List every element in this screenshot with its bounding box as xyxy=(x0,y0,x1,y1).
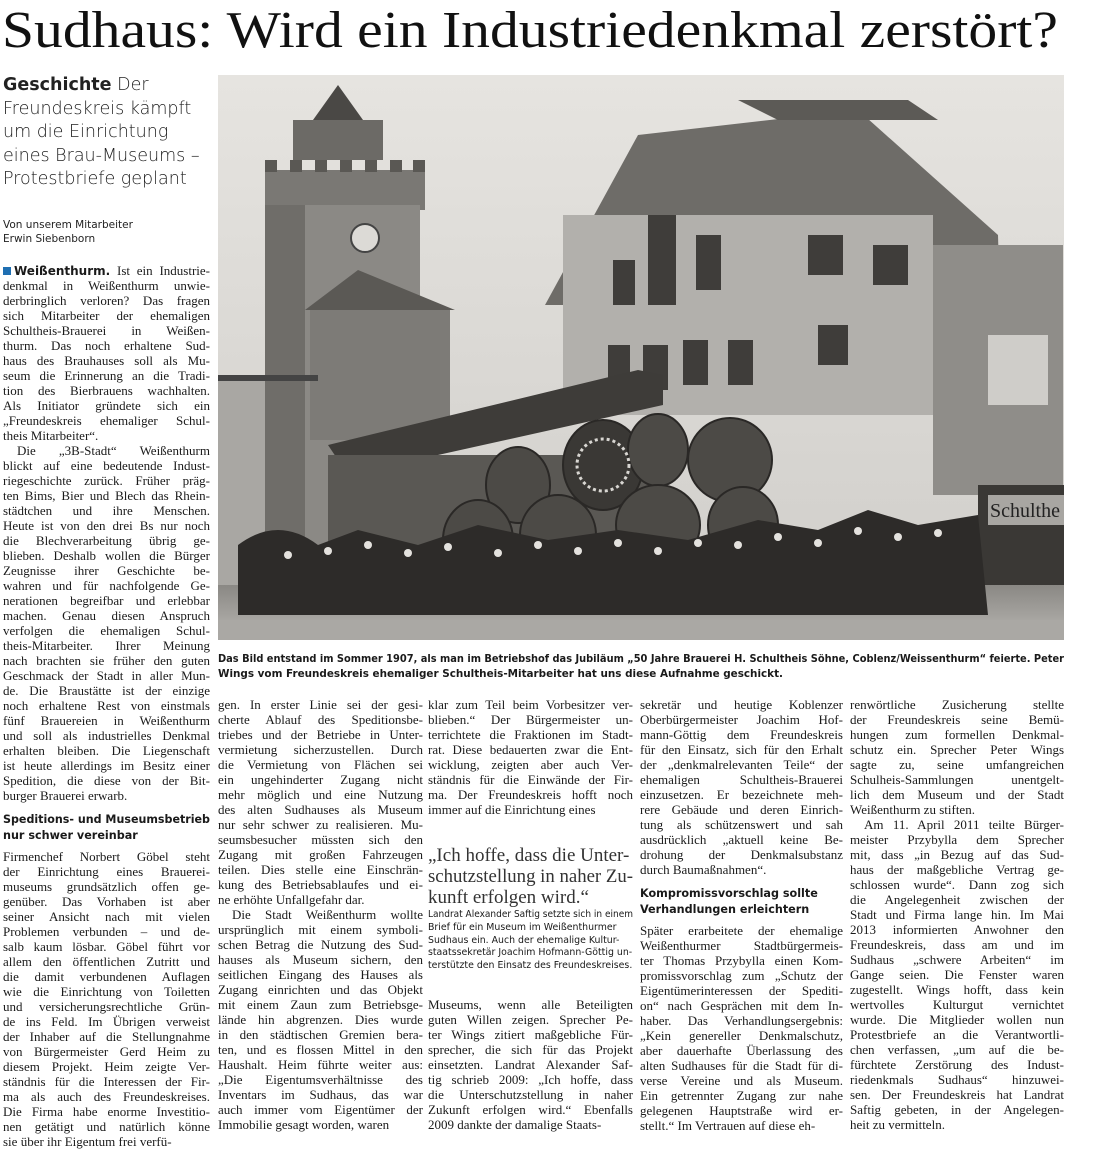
text-line: allem den öffentlichen Zutritt und xyxy=(3,954,210,969)
text-line: sich Mitarbeiter der ehemaligen xyxy=(3,308,210,323)
article-column xyxy=(640,697,843,1133)
text-line: 2013 informierten Anwohner den xyxy=(850,922,1064,937)
text-line: lände hin abgrenzen. Dies wurde xyxy=(218,1012,423,1027)
text-line: Problemen verbunden – und de- xyxy=(3,924,210,939)
text-line: haus des Brauhauses soll als Mu- xyxy=(3,353,210,368)
article-column xyxy=(428,697,633,1132)
text-line: Zeugnisse ihrer Geschichte be- xyxy=(3,563,210,578)
text-line: salb kaum lösbar. Göbel führt vor xyxy=(3,939,210,954)
text-line: haus der maßgebliche Vertrag ge- xyxy=(850,862,1064,877)
text-line: on“ nach Gesprächen mit dem In- xyxy=(640,998,843,1013)
paragraph xyxy=(428,697,633,817)
text-line: der Einrichtung eines Brauerei- xyxy=(3,864,210,879)
text-line: nen getätigt und natürlich könne xyxy=(3,1119,210,1134)
text-line: derbringlich verloren? Das fragen xyxy=(3,293,210,308)
text-line: verse Vereine und als Museum. xyxy=(640,1073,843,1088)
text-line: fünf Brauereien in Weißenthurm xyxy=(3,713,210,728)
text-line: schen Betrag die Nutzung des Sud- xyxy=(218,937,423,952)
text-line: hauses als Museum sichern, den xyxy=(218,952,423,967)
text-line: terrichtete die Fraktionen im Stadt- xyxy=(428,727,633,742)
text-line: Heute ist von den drei Bs nur noch xyxy=(3,518,210,533)
text-line: Zukunft erfolgen wird.“ Ebenfalls xyxy=(428,1101,633,1117)
text-line: die damit verbundenen Auflagen xyxy=(3,969,210,984)
text-line: ne erhöhte Unfallgefahr dar. xyxy=(218,892,365,907)
text-line: durch Baumaßnahmen“. xyxy=(640,862,767,877)
text-line: Landrat Alexander Saftig setzte sich in einem xyxy=(428,909,633,920)
text-line: Die Stadt Weißenthurm wollte xyxy=(232,907,423,922)
text-line: zugestellt. Wings hofft, dass kein xyxy=(850,982,1064,997)
text-line: machen. Genau diesen Anspruch xyxy=(3,608,210,623)
text-line: burger Brauerei erwarb. xyxy=(3,788,128,803)
text-line: Sudhaus ein. Auch der ehemalige Kultur- xyxy=(428,934,620,946)
text-line: ehemaligen Schultheis-Brauerei xyxy=(640,772,843,787)
text-line: schutzstellung in naher Zu- xyxy=(428,866,633,887)
text-line: erhalten bleiben. Die Liegenschaft xyxy=(3,743,210,758)
text-line: ten, und es flossen Mittel in den xyxy=(218,1042,423,1057)
text-line: Museums, wenn alle Beteiligten xyxy=(428,996,633,1012)
text-line: Weißenthurm zu stiften. xyxy=(850,802,975,817)
paragraph xyxy=(428,997,633,1132)
text-line: denkmal in Weißenthurm unwie- xyxy=(3,278,210,293)
text-line: und versicherungsrechtliche Grün- xyxy=(3,999,210,1014)
section-subheading xyxy=(3,812,210,844)
text-line: kunft erfolgen wird.“ xyxy=(428,887,589,908)
paragraph xyxy=(218,697,423,907)
text-line: renwörtliche Zusicherung stellte xyxy=(850,697,1064,712)
text-line: von Bürgermeister Gerd Heim zu xyxy=(3,1044,210,1059)
article-column xyxy=(218,697,423,1132)
text-line: lich dem Museum und der Stadt xyxy=(850,787,1064,802)
text-line: Geschmack der Stadt in aller Mun- xyxy=(3,668,210,683)
text-line: museums grundsätzlich offen ge- xyxy=(3,879,210,894)
text-line: aber dauerhafte Überlassung des xyxy=(640,1043,843,1058)
text-line: genüber. Das Vorhaben ist aber xyxy=(3,894,210,909)
text-line: ausdrücklich „aktuell keine Be- xyxy=(640,832,843,847)
text-line: promissvorschlag zum „Schutz der xyxy=(640,968,843,983)
text-line: sie über ihr Eigentum frei verfü- xyxy=(3,1134,172,1149)
paragraph xyxy=(640,697,843,877)
subtitle-text: Der Freundeskreis kämpft um die Einrichtung eines Brau-Museums – Protestbriefe geplant xyxy=(3,75,200,189)
text-line: klar zum Teil beim Vorbesitzer ver- xyxy=(428,697,633,712)
text-line: Sudhaus „schwere Arbeiten“ im xyxy=(850,952,1064,967)
text-line: ständnis für die Interessen der Fir- xyxy=(3,1074,210,1089)
caption-line: Das Bild entstand im Sommer 1907, als man im Betriebshof das Jubiläum „50 Jahre Brauerei H. Schultheis Söhne, Coblenz/Weissenthurm“ feierte. Peter xyxy=(218,653,1064,665)
text-line: Speditions- und Museumsbetrieb xyxy=(3,813,210,826)
text-line: ma. Der Freundeskreis hofft noch xyxy=(428,787,633,802)
text-line: Als Initiator gründete sich ein xyxy=(3,398,210,413)
text-line: drohung der Denkmalsubstanz xyxy=(640,847,843,862)
subtitle xyxy=(3,74,213,192)
text-line: alten Sudhauses für die Stadt für di- xyxy=(640,1058,843,1073)
text-line: die Angelegenheit zwischen der xyxy=(850,892,1064,907)
text-line: Brief für ein Museum im Weißenthurmer xyxy=(428,921,617,933)
text-line: „Die Eigentumsverhältnisse des xyxy=(218,1072,423,1087)
text-line: de. Die Braustätte ist der einzige xyxy=(3,683,210,698)
text-line: mehr möglich und eine Nutzung xyxy=(218,787,423,802)
text-line: Gange seien. Die Fenster waren xyxy=(850,967,1064,982)
text-line: Ein getrennter Zugang zur nahe xyxy=(640,1088,843,1103)
text-line: 2009 dankte der damalige Staats- xyxy=(428,1116,602,1132)
text-line: rere Gebäude und deren Einrich- xyxy=(640,802,843,817)
text-line: wertvolles Kulturgut vernichtet xyxy=(850,997,1064,1012)
text-line: Eigentümerinteressen der Spediti- xyxy=(640,983,843,998)
text-line: gen. In erster Linie sei der gesi- xyxy=(218,697,423,712)
paragraph xyxy=(218,907,423,1132)
text-line: Die Firma habe enorme Investitio- xyxy=(3,1104,210,1119)
truck-sign: Schulthe xyxy=(990,500,1060,522)
text-line: Am 11. April 2011 teilte Bürger- xyxy=(864,817,1064,832)
text-line: seitlichen Eingang des Hauses als xyxy=(218,967,423,982)
text-line: mann-Göttig dem Freundeskreis xyxy=(640,727,843,742)
text-line: stellt.“ Im Vertrauen auf diese eh- xyxy=(640,1118,816,1133)
text-line: „Freundeskreis ehemaliger Schul- xyxy=(3,413,210,428)
article-column xyxy=(3,263,210,1149)
text-line: Saftig gebeten, in der Angelegen- xyxy=(850,1102,1064,1117)
text-line: Später erarbeitete der ehemalige xyxy=(640,923,843,938)
text-line: fürchtete Zerstörung des Indust- xyxy=(850,1057,1064,1072)
text-line: Stadt und Firma lange hin. Im Mai xyxy=(850,907,1064,922)
text-line: Immobilie gesagt worden, waren xyxy=(218,1117,390,1132)
text-line: nach brachten sie früher den guten xyxy=(3,653,210,668)
text-line: ständnis für die Einwände der Fir- xyxy=(428,772,633,787)
text-line: chen verfassen, „um auf die be- xyxy=(850,1042,1064,1057)
text-line: auch immer vom Eigentümer der xyxy=(218,1102,423,1117)
text-line: Firmenchef Norbert Göbel steht xyxy=(3,849,210,864)
text-line: de ins Feld. Im Übrigen verweist xyxy=(3,1014,210,1029)
author-name: Erwin Siebenborn xyxy=(3,233,96,245)
text-line: die Vermietung von Flächen sei xyxy=(218,757,423,772)
text-line: sen. Der Freundeskreis hat Landrat xyxy=(850,1087,1064,1102)
text-line: sekretär und heutige Koblenzer xyxy=(640,697,843,712)
text-line: tion des Bierbrauens wachhalten. xyxy=(3,383,210,398)
text-line: wie die Einrichtung von Toiletten xyxy=(3,984,210,999)
caption-line: Wings vom Freundeskreis ehemaliger Schultheis-Mitarbeiter hat uns diese Aufnahme geschickt. xyxy=(218,668,784,680)
section-marker-icon xyxy=(3,267,11,275)
text-line: Inventars im Sudhaus, das war xyxy=(218,1087,423,1102)
text-line: ist heute allerdings im Besitz einer xyxy=(3,758,210,773)
text-line: theis-Mitarbeiter. Ihrer Meinung xyxy=(3,638,210,653)
paragraph xyxy=(850,697,1064,817)
text-line: ursprünglich mit einem symboli- xyxy=(218,922,423,937)
text-line: blickt auf eine bedeutende Indust- xyxy=(3,458,210,473)
text-line: verfolgen die ehemaligen Schul- xyxy=(3,623,210,638)
text-line: und soll als industrielles Denkmal xyxy=(3,728,210,743)
text-line: städtchen und ihre Menschen. xyxy=(3,503,210,518)
text-line: Haushalt. Heim führte weiter aus: xyxy=(218,1057,423,1072)
text-line: nur sehr schwer zu realisieren. Mu- xyxy=(218,817,423,832)
text-line: triebes und der Betriebe in Unter- xyxy=(218,727,423,742)
text-line: Weißenthurm. Ist ein Industrie- xyxy=(3,263,210,278)
text-line: mit einem Zaun zum Betriebsge- xyxy=(218,997,423,1012)
text-line: gelegenen Hauptstraße wird er- xyxy=(640,1103,843,1118)
text-line: „Ich hoffe, dass die Unter- xyxy=(428,845,630,866)
text-line: immer auf die Einrichtung eines xyxy=(428,802,596,817)
text-line: Weißenthurmer Stadtbürgermeis- xyxy=(640,938,843,953)
text-line: tig schrieb 2009: „Ich hoffe, dass xyxy=(428,1071,633,1087)
text-line: der „denkmalrelevanten Teile“ der xyxy=(640,757,843,772)
text-line: haber. Das Verhandlungsergebnis: xyxy=(640,1013,843,1028)
text-line: Die „3B-Stadt“ Weißenthurm xyxy=(17,443,210,458)
kicker: Geschichte xyxy=(3,75,112,95)
text-line: blieben.“ Der Bürgermeister un- xyxy=(428,712,633,727)
paragraph xyxy=(850,817,1064,1132)
paragraph xyxy=(3,263,210,443)
text-line: einzusetzen. Er bezeichnete meh- xyxy=(640,787,843,802)
text-line: der Inhaber auf die Stellungnahme xyxy=(3,1029,210,1044)
text-line: blieben. Deshalb wollen die Bürger xyxy=(3,548,210,563)
text-line: tung als schützenswert und sah xyxy=(640,817,843,832)
text-line: ter Wings zitiert maßgebliche Für- xyxy=(428,1026,633,1042)
text-line: ten Bims, Bier und Blech das Rhein- xyxy=(3,488,210,503)
paragraph xyxy=(3,849,210,1149)
text-line: rat. Diese bedauerten zwar die Ent- xyxy=(428,742,633,757)
text-line: meister Przybylla dem Sprecher xyxy=(850,832,1064,847)
text-line: ein ungehinderter Zugang nicht xyxy=(218,772,423,787)
text-line: des alten Sudhauses als Museum xyxy=(218,802,423,817)
text-line: Zugang mit großen Fahrzeugen xyxy=(218,847,423,862)
text-line: „Kein genereller Denkmalschutz, xyxy=(640,1028,843,1043)
text-line: schutz ein. Sprecher Peter Wings xyxy=(850,742,1064,757)
text-line: noch erhaltene Rest von einstmals xyxy=(3,698,210,713)
text-line: ma als auch des Freundeskreises. xyxy=(3,1089,210,1104)
text-line: hungen zum formellen Denkmal- xyxy=(850,727,1064,742)
text-line: teilen. Dies stelle eine Einschrän- xyxy=(218,862,423,877)
text-line: vermietung sicherzustellen. Durch xyxy=(218,742,423,757)
pull-quote-attribution xyxy=(428,909,633,973)
text-line: theis Mitarbeiter“. xyxy=(3,428,99,443)
byline-line: Von unserem Mitarbeiter xyxy=(3,219,133,231)
text-line: riedenkmals Sudhaus“ hinzuwei- xyxy=(850,1072,1064,1087)
text-line: cherte Ablauf des Speditionsbe- xyxy=(218,712,423,727)
text-line: Zugang einrichten und das Objekt xyxy=(218,982,423,997)
byline xyxy=(3,218,213,246)
text-line: mit, dass „in Bezug auf das Sud- xyxy=(850,847,1064,862)
paragraph xyxy=(3,443,210,803)
text-line: sagte zu, seine umfangreichen xyxy=(850,757,1064,772)
text-line: Spedition, die diese von der Bit- xyxy=(3,773,210,788)
text-line: thurm. Das noch erhaltene Sud- xyxy=(3,338,210,353)
text-line: Kompromissvorschlag sollte xyxy=(640,887,818,900)
text-line: Schulheis-Sammlungen unentgelt- xyxy=(850,772,1064,787)
text-line: Freundeskreis, dass am und im xyxy=(850,937,1064,952)
text-line: seum die Erinnerung an die Tradi- xyxy=(3,368,210,383)
text-line: riegeschichte zurück. Früher präg- xyxy=(3,473,210,488)
dateline: Weißenthurm. xyxy=(14,264,111,278)
text-line: ter Thomas Przybylla einen Kom- xyxy=(640,953,843,968)
headline: Sudhaus: Wird ein Industriedenkmal zerstört? xyxy=(2,2,1058,59)
text-line: die Blechverarbeitung übrig ge- xyxy=(3,533,210,548)
text-line: diesem Projekt. Heim zeigte Ver- xyxy=(3,1059,210,1074)
text-line: guten Willen zeigen. Sprecher Pe- xyxy=(428,1011,633,1027)
text-line: kung des Betriebsablaufes und ei- xyxy=(218,877,423,892)
text-line: einsetzten. Landrat Alexander Saf- xyxy=(428,1056,633,1072)
text-line: wahren und für nachfolgende Ge- xyxy=(3,578,210,593)
paragraph xyxy=(640,923,843,1133)
article-column xyxy=(850,697,1064,1132)
text-line: für den Einsatz, sich für den Erhalt xyxy=(640,742,843,757)
text-line: in den städtischen Gremien bera- xyxy=(218,1027,423,1042)
text-line: nur schwer vereinbar xyxy=(3,829,138,842)
text-line: die Unterschutzstellung in naher xyxy=(428,1086,633,1102)
text-line: der Freundeskreis seine Bemü- xyxy=(850,712,1064,727)
pull-quote xyxy=(428,845,633,908)
text-line: Schultheis-Brauerei in Weißen- xyxy=(3,323,210,338)
text-line: heit zu vermitteln. xyxy=(850,1117,945,1132)
photo-caption xyxy=(218,652,1064,682)
text-line: Verhandlungen erleichtern xyxy=(640,903,810,916)
section-subheading xyxy=(640,886,843,918)
text-line: Oberbürgermeister Joachim Hof- xyxy=(640,712,843,727)
text-line: Protestbriefe an die Verantwortli- xyxy=(850,1027,1064,1042)
text-line: seiner Ansicht nach mit vielen xyxy=(3,909,210,924)
text-line: wurde. Die Mitglieder wollen nun xyxy=(850,1012,1064,1027)
text-line: schlossen wurde“. Dann zog sich xyxy=(850,877,1064,892)
text-line: terstützte den Einsatz des Freundeskreises. xyxy=(428,960,633,972)
text-line: nerationen begreifbar und erlebbar xyxy=(3,593,210,608)
text-line: sprecher, die sich für das Projekt xyxy=(428,1041,633,1057)
text-line: staatssekretär Joachim Hofmann-Göttig un- xyxy=(428,947,633,959)
historic-brewery-photo xyxy=(218,75,1064,640)
text-line: seumsbesucher müssten sich den xyxy=(218,832,423,847)
text-line: wicklung, zeigten aber auch Ver- xyxy=(428,757,633,772)
